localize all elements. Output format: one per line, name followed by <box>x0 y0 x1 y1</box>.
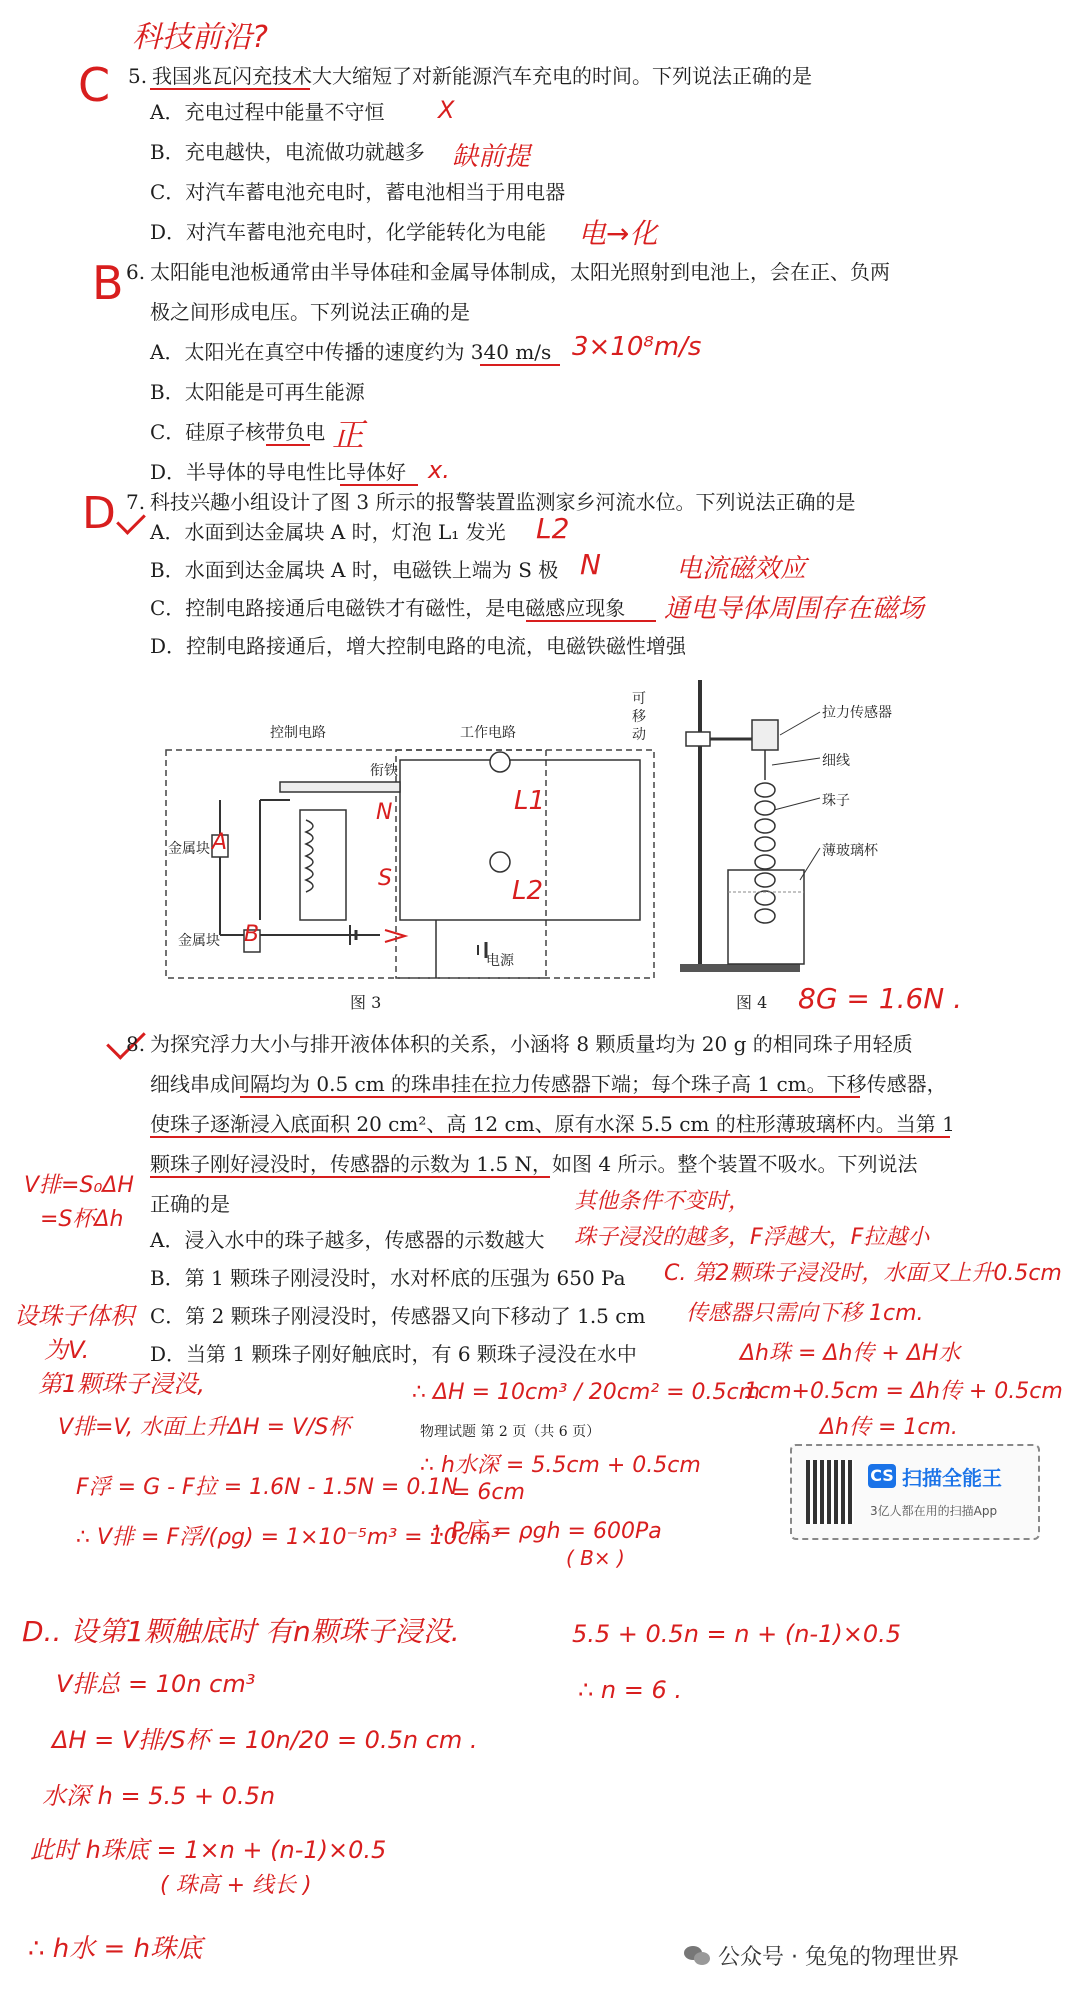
fig4-cup-label: 薄玻璃杯 <box>822 843 878 859</box>
note-6c: 正 <box>332 416 365 454</box>
q7-stem: 科技兴趣小组设计了图 3 所示的报警装置监测家乡河流水位。下列说法正确的是 <box>150 490 856 514</box>
q7-option-a: A．水面到达金属块 A 时，灯泡 L₁ 发光 <box>150 520 506 544</box>
q5-underline <box>150 88 310 90</box>
fig3-hw-l1: L1 <box>514 786 546 816</box>
fig3-hw-a: A <box>212 830 228 855</box>
note-7c-2: 通电导体周围存在磁场 <box>664 594 925 624</box>
work-d5: 此时 h珠底 = 1×n + (n-1)×0.5 <box>30 1836 387 1864</box>
q6c-underline <box>266 444 310 446</box>
fig3-caption: 图 3 <box>350 993 382 1012</box>
q6-number: 6. <box>126 260 146 284</box>
note-vpai-1: V排=S₀ΔH <box>24 1173 134 1198</box>
fig4-thread-label: 细线 <box>822 753 850 769</box>
work-l5: F浮 = G - F拉 = 1.6N - 1.5N = 0.1N <box>76 1475 458 1500</box>
fig3-hw-s: S <box>378 866 392 891</box>
q7-number: 7. <box>126 490 146 514</box>
note-8a-1: 其他条件不变时， <box>574 1189 751 1214</box>
figure3-diagram <box>160 720 660 985</box>
q5-option-b: B．充电越快，电流做功就越多 <box>150 140 425 164</box>
fig4-sensor-label: 拉力传感器 <box>822 705 892 721</box>
q6-stem-line2: 极之间形成电压。下列说法正确的是 <box>150 300 470 324</box>
q6-option-a: A．太阳光在真空中传播的速度约为 340 m/s <box>150 340 552 364</box>
work-d6: ( 珠高 + 线长 ) <box>160 1873 312 1898</box>
fig3-hw-b: B <box>244 922 260 947</box>
q6-option-d: D．半导体的导电性比导体好 <box>150 460 407 484</box>
work-d4: 水深 h = 5.5 + 0.5n <box>42 1782 276 1810</box>
work-m3: = 6cm <box>452 1480 525 1505</box>
cs-logo-icon: CS <box>868 1464 896 1488</box>
work-e2: ∴ n = 6 . <box>578 1676 683 1704</box>
qr-code-icon <box>806 1460 854 1524</box>
stamp-subtitle: 3亿人都在用的扫描App <box>870 1504 998 1518</box>
fig4-hw-8g: 8G = 1.6N . <box>798 982 963 1015</box>
work-e1: 5.5 + 0.5n = n + (n-1)×0.5 <box>572 1620 902 1648</box>
fig3-hw-l2: L2 <box>512 876 544 906</box>
q8-number: 8. <box>126 1032 146 1056</box>
note-8c-2: 传感器只需向下移 1cm. <box>686 1301 924 1326</box>
note-8c-3: Δh珠 = Δh传 + ΔH水 <box>740 1341 961 1366</box>
fig3-power-label: 电源 <box>486 953 514 969</box>
note-8c-5: Δh传 = 1cm. <box>820 1415 958 1440</box>
q8-option-a: A．浸入水中的珠子越多，传感器的示数越大 <box>150 1228 545 1252</box>
q6d-underline <box>340 484 418 486</box>
note-vpai-2: =S杯Δh <box>40 1207 124 1232</box>
work-l6: ∴ V排 = F浮/(ρg) = 1×10⁻⁵m³ = 10cm³ <box>76 1525 500 1550</box>
q8-stem-line4: 颗珠子刚好浸没时，传感器的示数为 1.5 N，如图 4 所示。整个装置不吸水。下列说法 <box>150 1152 918 1176</box>
fig4-movable-label: 可移动 <box>632 691 646 743</box>
q7-option-c: C．控制电路接通后电磁铁才有磁性，是电磁感应现象 <box>150 596 626 620</box>
q8-option-d: D．当第 1 颗珠子刚好触底时，有 6 颗珠子浸没在水中 <box>150 1342 637 1366</box>
note-8c-1: C. 第2颗珠子浸没时，水面又上升0.5cm <box>664 1261 1062 1286</box>
q7-option-d: D．控制电路接通后，增大控制电路的电流，电磁铁磁性增强 <box>150 634 687 658</box>
fig3-armature-label: 衔铁 <box>370 763 398 779</box>
scanner-stamp <box>790 1444 1040 1540</box>
q8-option-b: B．第 1 颗珠子刚浸没时，水对杯底的压强为 650 Pa <box>150 1266 626 1290</box>
work-d7: ∴ h水 = h珠底 <box>28 1934 203 1964</box>
note-top: 科技前沿? <box>132 20 268 55</box>
stamp-title: 扫描全能王 <box>902 1466 1002 1490</box>
fig3-work-label: 工作电路 <box>460 725 516 741</box>
work-m4: ∴ P底 = ρgh = 600Pa <box>430 1519 662 1544</box>
note-5d: 电→化 <box>578 217 658 250</box>
q7-option-b: B．水面到达金属块 A 时，电磁铁上端为 S 极 <box>150 558 559 582</box>
q8-stem-line1: 为探究浮力大小与排开液体体积的关系，小涵将 8 颗质量均为 20 g 的相同珠子用轻质 <box>150 1032 913 1056</box>
fig4-caption: 图 4 <box>736 993 768 1012</box>
q5-option-c: C．对汽车蓄电池充电时，蓄电池相当于用电器 <box>150 180 566 204</box>
q6-option-b: B．太阳能是可再生能源 <box>150 380 365 404</box>
q8-stem-line2: 细线串成间隔均为 0.5 cm 的珠串挂在拉力传感器下端；每个珠子高 1 cm。下移传感器， <box>150 1072 947 1096</box>
q8-underline-3 <box>150 1136 950 1138</box>
fig3-metal-a-label: 金属块 <box>168 841 210 857</box>
note-8c-4: 1cm+0.5cm = Δh传 + 0.5cm <box>744 1379 1063 1404</box>
work-m2: ∴ h水深 = 5.5cm + 0.5cm <box>420 1453 701 1478</box>
fig4-bead-label: 珠子 <box>822 793 850 809</box>
note-6a: 3×10⁸m/s <box>572 332 702 362</box>
figure4-diagram <box>660 680 960 985</box>
note-7b: N <box>580 548 601 581</box>
answer-7: D <box>82 488 116 539</box>
work-m1: ∴ ΔH = 10cm³ / 20cm² = 0.5cm <box>412 1380 761 1405</box>
work-l3: 第1颗珠子浸没, <box>38 1370 205 1398</box>
q5-option-d: D．对汽车蓄电池充电时，化学能转化为电能 <box>150 220 547 244</box>
q5-number: 5. <box>128 64 148 88</box>
page-footer: 物理试题 第 2 页（共 6 页） <box>420 1424 601 1440</box>
q8-option-c: C．第 2 颗珠子刚浸没时，传感器又向下移动了 1.5 cm <box>150 1304 646 1328</box>
mark-6d: x. <box>428 456 450 484</box>
mark-5a: X <box>438 96 455 124</box>
work-l4: V排=V, 水面上升ΔH = V/S杯 <box>58 1415 351 1440</box>
note-8a-2: 珠子浸没的越多，F浮越大，F拉越小 <box>574 1225 930 1250</box>
work-d3: ΔH = V排/S杯 = 10n/20 = 0.5n cm . <box>52 1726 478 1754</box>
q7c-underline <box>526 620 656 622</box>
q5-stem: 我国兆瓦闪充技术大大缩短了对新能源汽车充电的时间。下列说法正确的是 <box>152 64 812 88</box>
footer-watermark: 公众号 · 兔兔的物理世界 <box>718 1945 959 1970</box>
q8-stem-line5: 正确的是 <box>150 1192 230 1216</box>
fig3-hw-n: N <box>376 800 393 825</box>
q5-option-a: A．充电过程中能量不守恒 <box>150 100 385 124</box>
work-d1: D.. 设第1颗触底时 有n颗珠子浸没. <box>22 1615 460 1648</box>
work-d2: V排总 = 10n cm³ <box>56 1670 256 1698</box>
note-7a: L2 <box>536 512 570 545</box>
q6-stem-line1: 太阳能电池板通常由半导体硅和金属导体制成，太阳光照射到电池上，会在正、负两 <box>150 260 890 284</box>
fig3-control-label: 控制电路 <box>270 725 326 741</box>
wechat-icon <box>684 1944 714 1968</box>
q6a-underline <box>480 364 560 366</box>
work-l2: 为V. <box>44 1336 90 1364</box>
note-5b: 缺前提 <box>452 142 531 172</box>
q8-underline-2 <box>240 1096 860 1098</box>
q8-stem-line3: 使珠子逐渐浸入底面积 20 cm²、高 12 cm、原有水深 5.5 cm 的柱形薄玻璃杯内。当第 1 <box>150 1112 955 1136</box>
q8-underline-4 <box>150 1176 550 1178</box>
answer-5: C <box>78 58 111 112</box>
note-7c-1: 电流磁效应 <box>676 554 807 584</box>
work-l1: 设珠子体积 <box>14 1302 134 1330</box>
q6-option-c: C．硅原子核带负电 <box>150 420 326 444</box>
answer-6: B <box>92 256 124 310</box>
work-m5: ( B× ) <box>566 1546 625 1570</box>
fig3-metal-b-label: 金属块 <box>178 933 220 949</box>
